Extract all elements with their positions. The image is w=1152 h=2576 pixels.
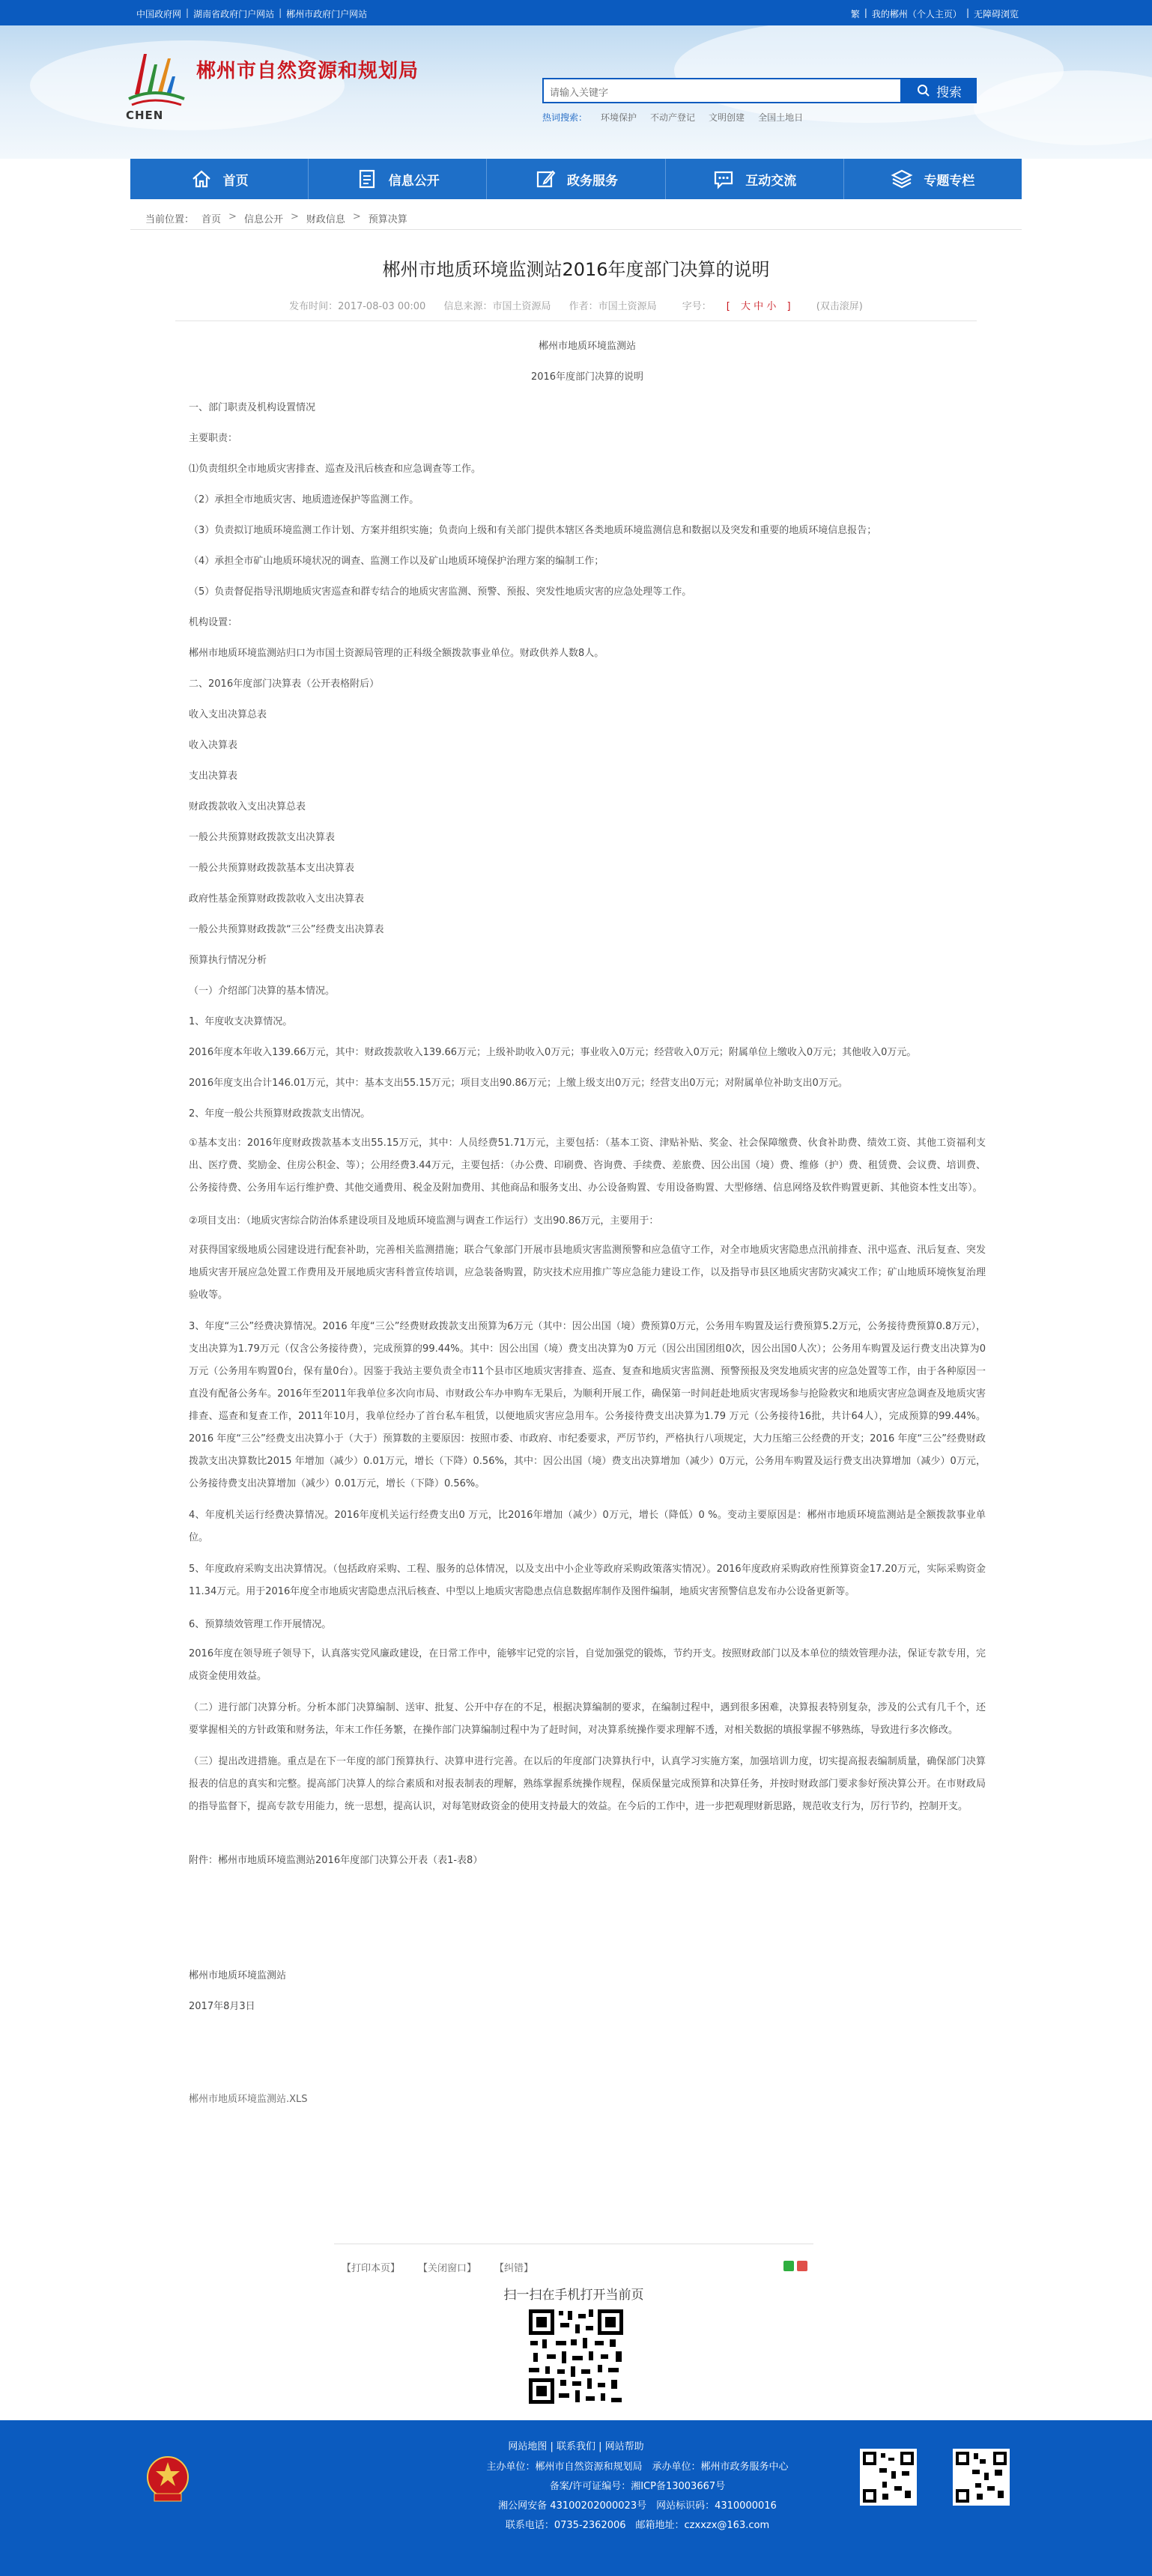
site-logo[interactable] bbox=[124, 42, 189, 124]
paragraph: 3、年度“三公”经费决算情况。2016 年度“三公”经费财政拨款支出预算为6万元（其中：因公出国（境）费预算0万元，公务用车购置及运行费预算5.2万元，公务接待费预算0.8万元），支出决算为1.79万元（仅含公务接待费），完成预算的99.44%。其中：因公出国（境）费支出决算为0 万元（因公出国团组0次，因公出国0人次）；公务用车购置及运行费支出决算为0 万元（公务用车购置0台，保有量0台）。因鉴于我站主要负责全市11个县市区地质灾害排查、巡查、复查和地质灾害监测、预警预报及突发地质灾害的应急处置等工作，由于各种原因一直没有配备公务车。2016年至2011年我单位多次向市局、市财政公车办申购车无果后，为顺利开展工作，确保第一时间赶赴地质灾害现场参与抢险救灾和地质灾害应急调查及地质灾害排查、巡查和复查工作，2011年10月，我单位经办了首台私车租赁，以便地质灾害应急用车。公务接待费支出决算为1.79 万元（公务接待16批，共计64人），完成预算的99.44%。2016 年度“三公”经费支出决算小于（大于）预算数的主要原因：按照市委、市政府、市纪委要求，严厉节约，严格执行八项规定，大力压缩三公经费的开支；2016 年度“三公”经费财政拨款支出决算数比2015 年增加（减少）0.01万元，增长（下降）0.56%，其中：因公出国（境）费支出决算增加（减少）0万元，公务用车购置及运行费支出决算增加（减少）0万元，公务接待费支出决算增加（减少）0.01万元，增长（下降）0.56%。 bbox=[189, 1321, 986, 1489]
close-window-button[interactable]: 【关闭窗口】 bbox=[418, 2263, 477, 2274]
search-input[interactable] bbox=[550, 83, 819, 100]
top-links-right bbox=[851, 7, 1019, 20]
paragraph: （5）负责督促指导汛期地质灾害巡查和群专结合的地质灾害监测、预警、预报、突发性地质灾害的应急处理等工作。 bbox=[189, 586, 692, 598]
nav-special-topics[interactable] bbox=[844, 159, 1022, 199]
breadcrumb-separator: > bbox=[352, 211, 361, 222]
paragraph: 收入支出决算总表 bbox=[189, 709, 267, 720]
paragraph: 2016年度支出合计146.01万元，其中：基本支出55.15万元；项目支出90.86万元；上缴上级支出0万元；经营支出0万元；对附属单位补助支出0万元。 bbox=[189, 1078, 848, 1089]
accessibility-link[interactable]: 无障碍浏览 bbox=[973, 9, 1019, 19]
breadcrumb-item[interactable]: 预算决算 bbox=[368, 214, 407, 225]
font-size-close: ] bbox=[786, 301, 791, 312]
paragraph: 2016年度本年收入139.66万元，其中：财政拨款收入139.66万元；上级补助收入0万元；事业收入0万元；经营收入0万元；附属单位上缴收入0万元；其他收入0万元。 bbox=[189, 1047, 917, 1058]
separator: | bbox=[598, 2441, 605, 2452]
article-author: 作者：市国土资源局 bbox=[569, 301, 657, 312]
hot-words-label: 热词搜索： bbox=[542, 112, 588, 123]
footer-qr-codes-icon bbox=[860, 2449, 1010, 2509]
signature-org: 郴州市地质环境监测站 bbox=[189, 1970, 287, 1981]
breadcrumb-label: 当前位置： bbox=[145, 214, 195, 225]
body-heading: 2016年度部门决算的说明 bbox=[530, 371, 644, 383]
party-government-emblem-icon[interactable] bbox=[145, 2455, 190, 2503]
nav-label: 专题专栏 bbox=[924, 173, 975, 189]
site-footer bbox=[0, 2420, 1152, 2576]
link-chenzhou-gov[interactable]: 郴州市政府门户网站 bbox=[286, 9, 368, 19]
breadcrumb-item[interactable]: 信息公开 bbox=[243, 214, 283, 225]
search-icon bbox=[917, 84, 930, 97]
paragraph: 2、年度一般公共预算财政拨款支出情况。 bbox=[189, 1108, 371, 1120]
paragraph: 收入决算表 bbox=[189, 740, 238, 751]
edit-icon bbox=[534, 168, 557, 190]
paragraph: 对获得国家级地质公园建设进行配套补助，完善相关监测措施；联合气象部门开展市县地质灾害监测预警和应急值守工作，对全市地质灾害隐患点汛前排查、汛中巡查、汛后复查、突发地质灾害开展应急处置工作费用及开展地质灾害科普宣传培训，应急装备购置，防灾技术应用推广等应急能力建设工作，以及指导市县区地质灾害防灾减灾工作；矿山地质环境恢复治理验收等。 bbox=[189, 1245, 986, 1301]
top-bar bbox=[0, 0, 1152, 25]
hot-word[interactable]: 环境保护 bbox=[601, 112, 637, 123]
article-title: 郴州市地质环境监测站2016年度部门决算的说明 bbox=[382, 259, 770, 280]
wechat-share-icon[interactable] bbox=[783, 2261, 794, 2271]
nav-label: 政务服务 bbox=[567, 173, 618, 189]
traditional-chinese-link[interactable]: 繁 bbox=[850, 9, 860, 19]
main-nav bbox=[130, 159, 1022, 199]
hot-word[interactable]: 全国土地日 bbox=[758, 112, 804, 123]
hot-words bbox=[542, 111, 803, 124]
link-hunan-gov[interactable]: 湖南省政府门户网站 bbox=[193, 9, 275, 19]
scan-title: 扫一扫在手机打开当前页 bbox=[503, 2288, 644, 2303]
paragraph: 5、年度政府采购支出决算情况。（包括政府采购、工程、服务的总体情况，以及支出中小企业等政府采购政策落实情况）。2016年度政府采购政府性预算资金17.20万元，实际采购资金11.34万元。用于2016年度全市地质灾害隐患点汛后核查、中型以上地质灾害隐患点信息数据库制作及图件编制，地质灾害预警信息发布办公设备更新等。 bbox=[189, 1564, 986, 1597]
contact-info: 联系电话：0735-2362006 邮箱地址：czxxzx@163.com bbox=[505, 2520, 770, 2531]
paragraph: 1、年度收支决算情况。 bbox=[189, 1016, 293, 1027]
body-heading: 郴州市地质环境监测站 bbox=[538, 341, 636, 352]
double-click-scroll: (双击滚屏) bbox=[816, 301, 863, 312]
my-chenzhou-link[interactable]: 我的郴州（个人主页） bbox=[871, 9, 962, 19]
paragraph: 机构设置： bbox=[189, 617, 238, 628]
chat-icon bbox=[712, 168, 735, 190]
nav-label: 首页 bbox=[222, 173, 249, 189]
top-links-left bbox=[136, 7, 367, 20]
site-help-link[interactable]: 网站帮助 bbox=[604, 2441, 644, 2452]
nav-interaction[interactable] bbox=[666, 159, 844, 199]
paragraph: （二）进行部门决算分析。分析本部门决算编制、送审、批复、公开中存在的不足，根据决算编制的要求，在编制过程中，遇到很多困难，决算报表特别复杂，涉及的公式有几千个，还要掌握相关的方针政策和财务法，年末工作任务繁，在操作部门决算编制过程中为了赶时间，对决算系统操作要求理解不透，对相关数据的填报掌握不够熟练，导致进行多次修改。 bbox=[189, 1702, 986, 1736]
logo-text: CHEN bbox=[126, 109, 164, 122]
signature-date: 2017年8月3日 bbox=[189, 2001, 255, 2012]
footer-info bbox=[476, 2458, 798, 2536]
sponsor-info: 主办单位：郴州市自然资源和规划局 承办单位：郴州市政务服务中心 bbox=[486, 2461, 789, 2473]
separator: | bbox=[279, 7, 282, 18]
nav-label: 互动交流 bbox=[745, 173, 797, 189]
breadcrumb-item[interactable]: 首页 bbox=[201, 214, 222, 225]
attachment-link[interactable]: 郴州市地质环境监测站.XLS bbox=[189, 2094, 308, 2105]
layers-icon bbox=[891, 168, 913, 190]
link-gov-cn[interactable]: 中国政府网 bbox=[136, 9, 182, 19]
paragraph: 政府性基金预算财政拨款收入支出决算表 bbox=[189, 893, 365, 905]
paragraph: （4）承担全市矿山地质环境状况的调查、监测工作以及矿山地质环境保护治理方案的编制工作； bbox=[189, 556, 604, 567]
paragraph: 主要职责： bbox=[189, 433, 238, 444]
paragraph: 预算执行情况分析 bbox=[189, 955, 267, 966]
nav-label: 信息公开 bbox=[388, 173, 440, 189]
hot-word[interactable]: 文明创建 bbox=[709, 112, 745, 123]
paragraph: 2016年度在领导班子领导下，认真落实党风廉政建设，在日常工作中，能够牢记党的宗旨，自觉加强党的锻炼，节约开支。按照财政部门以及本单位的绩效管理办法，保证专款专用，完成资金使用效益。 bbox=[189, 1648, 986, 1682]
paragraph: 4、年度机关运行经费决算情况。2016年度机关运行经费支出0 万元，比2016年增加（减少）0万元，增长（降低）0 %。变动主要原因是：郴州市地质环境监测站是全额拨款事业单位。 bbox=[189, 1510, 986, 1543]
article-tools bbox=[342, 2260, 533, 2274]
home-icon bbox=[190, 168, 213, 190]
paragraph: 郴州市地质环境监测站归口为市国土资源局管理的正科级全额拨款事业单位。财政供养人数8人。 bbox=[189, 648, 604, 659]
font-size-open: [ bbox=[726, 301, 730, 312]
search-button-label: 搜索 bbox=[936, 85, 962, 100]
paragraph: （一）介绍部门决算的基本情况。 bbox=[189, 985, 336, 997]
separator: | bbox=[965, 7, 969, 18]
article-meta bbox=[130, 298, 1022, 312]
breadcrumb-item[interactable]: 财政信息 bbox=[306, 214, 345, 225]
paragraph: 支出决算表 bbox=[189, 771, 238, 782]
publish-time: 发布时间：2017-08-03 00:00 bbox=[289, 301, 426, 312]
police-record-info[interactable]: 湘公网安备 43100202000023号 网站标识码：4310000016 bbox=[498, 2500, 777, 2512]
paragraph: 6、预算绩效管理工作开展情况。 bbox=[189, 1619, 332, 1630]
separator: | bbox=[864, 7, 867, 18]
font-size-medium[interactable]: 中 bbox=[754, 301, 764, 312]
section-heading: 二、2016年度部门决算表（公开表格附后） bbox=[189, 678, 380, 690]
nav-info-disclosure[interactable] bbox=[309, 159, 487, 199]
info-source: 信息来源：市国土资源局 bbox=[443, 301, 551, 312]
font-size-small[interactable]: 小 bbox=[766, 301, 777, 312]
paragraph: 一般公共预算财政拨款“三公”经费支出决算表 bbox=[189, 924, 384, 935]
document-icon bbox=[356, 168, 378, 190]
separator: | bbox=[550, 2441, 557, 2452]
breadcrumb bbox=[145, 211, 407, 225]
sitemap-link[interactable]: 网站地图 bbox=[508, 2441, 548, 2452]
font-size-large[interactable]: 大 bbox=[741, 301, 751, 312]
article-body bbox=[189, 334, 986, 2118]
paragraph: ①基本支出：2016年度财政拨款基本支出55.15万元，其中：人员经费51.71万元，主要包括：（基本工资、津贴补贴、奖金、社会保障缴费、伙食补助费、绩效工资、其他工资福利支出、医疗费、奖励金、住房公积金、等）；公用经费3.44万元，主要包括：（办公费、印刷费、咨询费、手续费、差旅费、因公出国（境）费、维修（护）费、租赁费、会议费、培训费、公务接待费、公务用车运行维护费、其他交通费用、税金及附加费用、其他商品和服务支出、办公设备购置、专用设备购置、大型修缮、信息网络及软件购置更新、其他资本性支出等）。 bbox=[189, 1137, 986, 1194]
share-icons bbox=[783, 2261, 807, 2271]
paragraph: 财政拨款收入支出决算总表 bbox=[189, 801, 306, 812]
section-heading: 一、部门职责及机构设置情况 bbox=[189, 402, 316, 413]
qr-code-image bbox=[526, 2306, 626, 2407]
font-size-control bbox=[675, 301, 798, 312]
paragraph: （3）负责拟订地质环境监测工作计划、方案并组织实施；负责向上级和有关部门提供本辖区各类地质环境监测信息和数据以及突发和重要的地质环境信息报告； bbox=[189, 525, 877, 536]
contact-us-link[interactable]: 联系我们 bbox=[556, 2441, 595, 2452]
paragraph: （2）承担全市地质灾害、地质遗迹保护等监测工作。 bbox=[189, 494, 419, 505]
paragraph: 一般公共预算财政拨款支出决算表 bbox=[189, 832, 336, 843]
separator: | bbox=[186, 7, 190, 18]
paragraph: ②项目支出：（地质灾害综合防治体系建设项目及地质环境监测与调查工作运行）支出90.86万元，主要用于： bbox=[189, 1215, 659, 1227]
site-title: 郴州市自然资源和规划局 bbox=[196, 60, 419, 82]
search-box bbox=[542, 78, 902, 103]
paragraph: （三）提出改进措施。重点是在下一年度的部门预算执行、决算申进行完善。在以后的年度部门决算执行中，认真学习实施方案，加强培训力度，切实提高报表编制质量，确保部门决算报表的信息的真实和完整。提高部门决算人的综合素质和对报表制表的理解，熟练掌握系统操作规程，保质保量完成预算和决算任务，并按时财政部门要求参好预决算公开。在市财政局的指导监督下，提高专款专用能力，统一思想，提高认识，对每笔财政资金的使用支持最大的效益。在今后的工作中，进一步把观理财新思路，规范收支行为，厉行节约，控制开支。 bbox=[189, 1756, 986, 1812]
breadcrumb-separator: > bbox=[290, 211, 299, 222]
weibo-share-icon[interactable] bbox=[797, 2261, 807, 2271]
hot-word[interactable]: 不动产登记 bbox=[650, 112, 696, 123]
print-button[interactable]: 【打印本页】 bbox=[342, 2263, 401, 2274]
icp-info[interactable]: 备案/许可证编号：湘ICP备13003667号 bbox=[549, 2481, 726, 2492]
paragraph: ⑴负责组织全市地质灾害排查、巡查及汛后核查和应急调查等工作。 bbox=[189, 464, 482, 475]
attachment-note: 附件：郴州市地质环境监测站2016年度部门决算公开表（表1-表8） bbox=[189, 1855, 483, 1866]
search-button[interactable] bbox=[902, 78, 977, 103]
breadcrumb-separator: > bbox=[228, 211, 237, 222]
nav-home[interactable] bbox=[130, 159, 309, 199]
correction-button[interactable]: 【纠错】 bbox=[494, 2263, 534, 2274]
paragraph: 一般公共预算财政拨款基本支出决算表 bbox=[189, 863, 355, 874]
nav-government-service[interactable] bbox=[487, 159, 665, 199]
divider bbox=[130, 229, 1022, 230]
font-size-label: 字号： bbox=[682, 301, 712, 312]
